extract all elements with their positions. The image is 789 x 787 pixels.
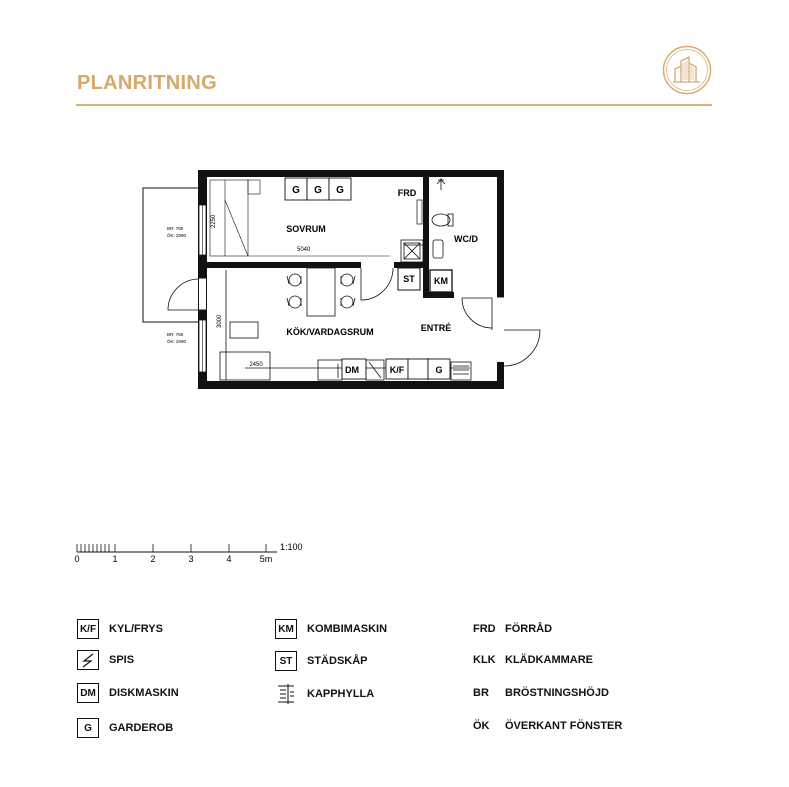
- dim-sovrum-height: 2250: [211, 214, 217, 228]
- legend-item-klk: [473, 654, 593, 666]
- room-label-kok: KÖK/VARDAGSRUM: [286, 327, 374, 337]
- room-label-wc: WC/D: [454, 234, 478, 244]
- wc-fixtures: [432, 178, 453, 258]
- scale-tick-2: 2: [150, 554, 156, 564]
- legend-code: BR: [473, 687, 489, 699]
- fixture-g: G: [435, 365, 443, 375]
- legend-code: FRD: [473, 623, 496, 635]
- window-ok-lower: ÖK: 2090: [167, 339, 187, 344]
- window-br-lower: BR: 780: [167, 332, 184, 337]
- legend-item-km: [275, 619, 387, 639]
- window-br-upper: BR: 780: [167, 226, 184, 231]
- shaft: [401, 240, 423, 262]
- scale-tick-3: 3: [188, 554, 194, 564]
- legend-item-dm: [77, 683, 179, 703]
- legend-code: ÖK: [473, 720, 490, 732]
- legend-code: KLK: [473, 654, 496, 666]
- dim-sovrum-width: 5040: [297, 247, 311, 253]
- legend-label: KOMBIMASKIN: [307, 623, 388, 635]
- coat-rack-icon: [275, 683, 297, 705]
- legend-item-ok: [473, 720, 622, 732]
- balcony: [143, 188, 200, 322]
- legend-label: ÖVERKANT FÖNSTER: [505, 720, 623, 732]
- room-label-sovrum: SOVRUM: [286, 224, 326, 234]
- fixture-g: G: [314, 185, 322, 196]
- legend-label: KLÄDKAMMARE: [505, 654, 593, 666]
- scale-tick-0: 0: [74, 554, 80, 564]
- legend-label: BRÖSTNINGSHÖJD: [505, 687, 609, 699]
- legend-label: KAPPHYLLA: [307, 688, 375, 700]
- room-label-entre: ENTRÉ: [420, 323, 452, 333]
- fixture-frd: FRD: [397, 188, 417, 198]
- fixture-dm: DM: [345, 365, 359, 375]
- dim-kok-height: 3000: [217, 314, 223, 328]
- fixture-kf: K/F: [389, 365, 405, 375]
- legend-item-st: [275, 651, 368, 671]
- scale-tick-4: 4: [226, 554, 232, 564]
- legend-label: STÄDSKÅP: [307, 655, 368, 667]
- window-ok-upper: ÖK: 2090: [167, 233, 187, 238]
- legend-label: GARDEROB: [109, 722, 174, 734]
- legend-label: SPIS: [109, 654, 135, 666]
- scale-tick-1: 1: [112, 554, 118, 564]
- fixture-g: G: [336, 185, 344, 196]
- legend-code: DM: [77, 683, 99, 703]
- fixture-km: KM: [434, 276, 448, 286]
- legend-item-kf: [77, 619, 163, 639]
- dining-set: [226, 268, 355, 380]
- page-title: PLANRITNING: [77, 72, 217, 94]
- legend-code: ST: [275, 651, 297, 671]
- legend-code: K/F: [77, 619, 99, 639]
- dim-counter: 2450: [249, 362, 263, 368]
- scale-bar: [70, 535, 320, 570]
- legend-item-spis: [77, 650, 134, 670]
- fixture-g: G: [292, 185, 300, 196]
- legend-item-frd: [473, 623, 552, 635]
- scale-tick-5: 5m: [259, 554, 273, 564]
- scale-ratio: 1:100: [280, 542, 303, 552]
- legend-label: KYL/FRYS: [109, 623, 163, 635]
- stove-icon: [77, 650, 99, 670]
- legend-item-g: [77, 718, 173, 738]
- legend-item-kapphylla: [275, 683, 374, 705]
- fixture-st: ST: [403, 274, 415, 284]
- legend-label: FÖRRÅD: [505, 623, 553, 635]
- legend-label: DISKMASKIN: [109, 687, 179, 699]
- legend-item-br: [473, 687, 609, 699]
- outer-walls: [198, 170, 504, 389]
- legend-code: G: [77, 718, 99, 738]
- legend-code: KM: [275, 619, 297, 639]
